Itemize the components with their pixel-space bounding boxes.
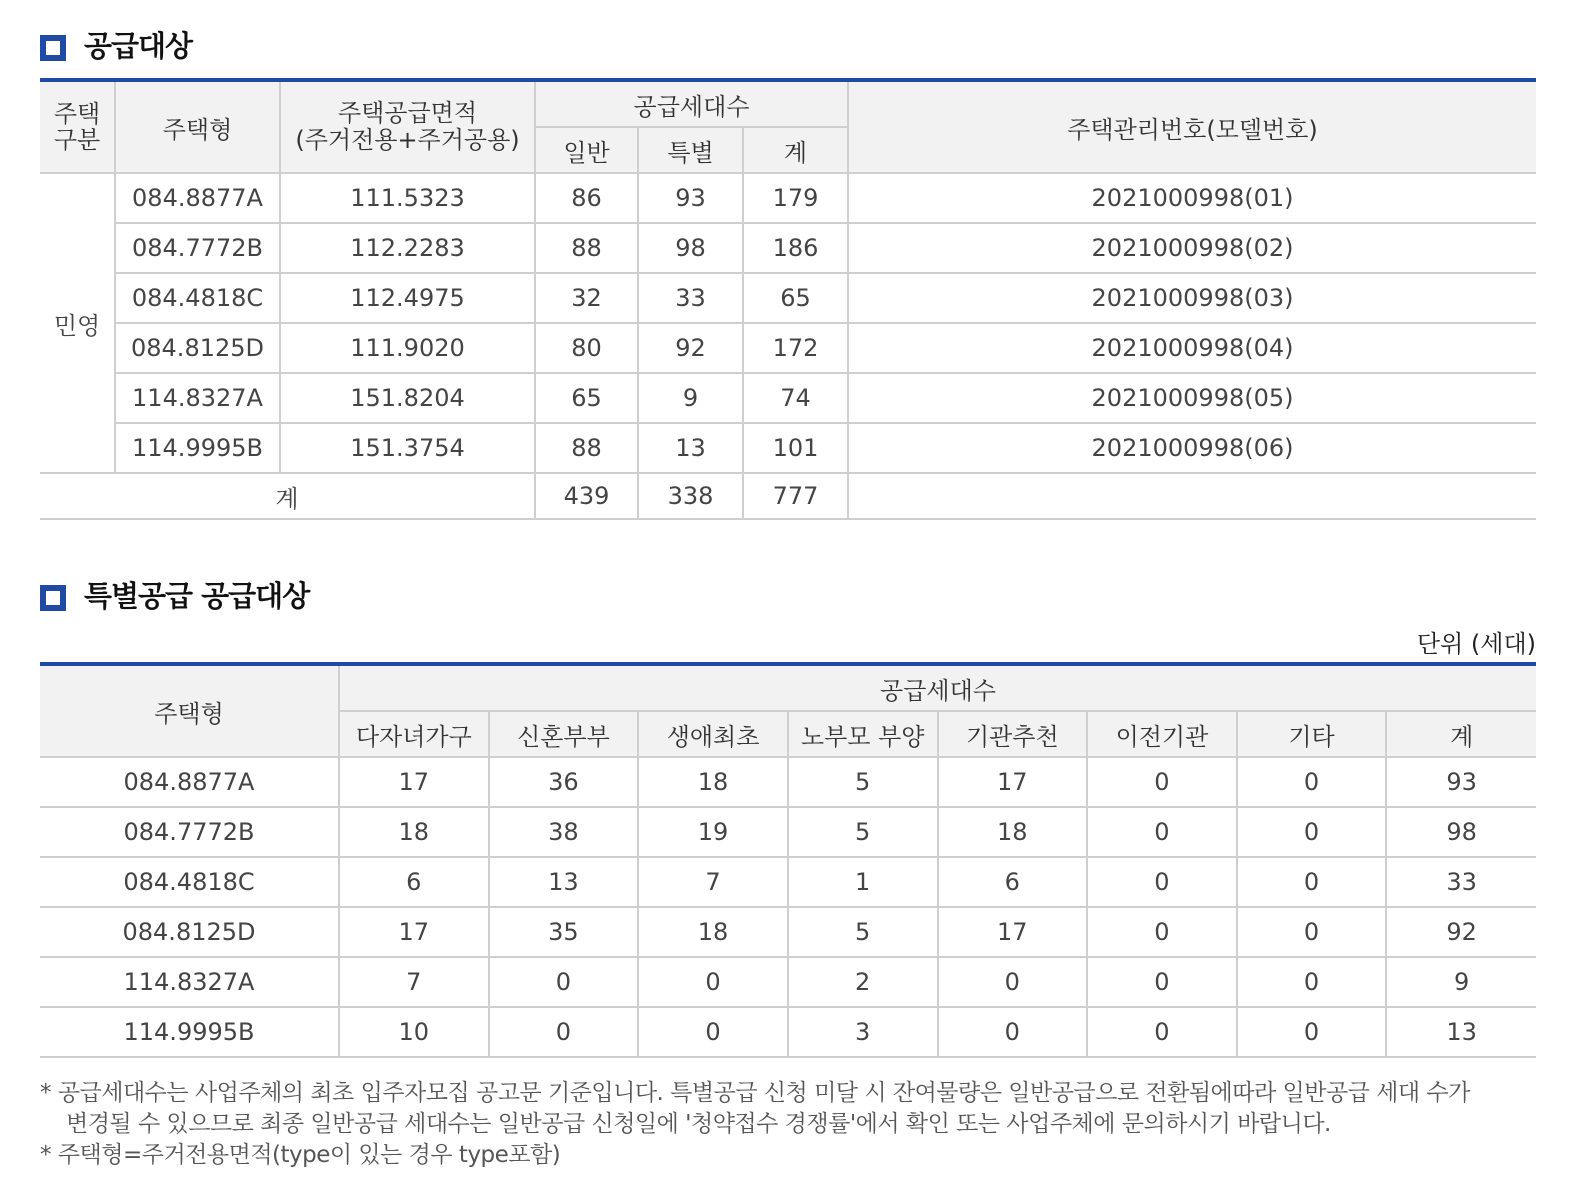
count-cell: 0	[938, 1007, 1088, 1057]
header-total: 계	[743, 127, 848, 173]
header-house-type: 주택형	[40, 664, 339, 757]
table-row	[40, 273, 1536, 323]
header-special-category: 계	[1386, 711, 1536, 757]
count-cell: 18	[938, 807, 1088, 857]
count-cell: 3	[788, 1007, 938, 1057]
total-special-cell: 338	[638, 473, 743, 519]
total-label-cell: 계	[40, 473, 535, 519]
count-cell: 13	[489, 857, 639, 907]
general-count-cell: 80	[535, 323, 638, 373]
count-cell: 6	[339, 857, 489, 907]
house-type-cell: 114.9995B	[40, 1007, 339, 1057]
count-cell: 38	[489, 807, 639, 857]
footnote-line: 변경될 수 있으므로 최종 일반공급 세대수는 일반공급 신청일에 '청약접수 경쟁률'에서 확인 또는 사업주체에 문의하시기 바랍니다.	[66, 1111, 1331, 1137]
supply-area-cell: 112.2283	[280, 223, 535, 273]
table-row	[40, 807, 1536, 857]
general-count-cell: 88	[535, 423, 638, 473]
count-cell: 0	[1237, 907, 1387, 957]
supply-area-cell: 112.4975	[280, 273, 535, 323]
supply-area-cell: 111.9020	[280, 323, 535, 373]
header-special-category: 생애최초	[638, 711, 788, 757]
house-type-cell: 084.8125D	[40, 907, 339, 957]
count-cell: 17	[339, 757, 489, 807]
count-cell: 7	[638, 857, 788, 907]
header-special-category: 다자녀가구	[339, 711, 489, 757]
house-type-cell: 114.8327A	[40, 957, 339, 1007]
header-special-category: 신혼부부	[489, 711, 639, 757]
unit-label: 단위 (세대)	[1416, 630, 1536, 658]
house-type-cell: 084.4818C	[115, 273, 280, 323]
count-cell: 0	[1087, 757, 1237, 807]
count-cell: 0	[1087, 807, 1237, 857]
house-type-cell: 084.8125D	[115, 323, 280, 373]
count-cell: 0	[1087, 907, 1237, 957]
count-cell: 2	[788, 957, 938, 1007]
header-supply-area: 주택공급면적 (주거전용+주거공용)	[280, 80, 535, 173]
total-count-cell: 65	[743, 273, 848, 323]
total-general-cell: 439	[535, 473, 638, 519]
count-cell: 93	[1386, 757, 1536, 807]
mgmt-number-cell: 2021000998(02)	[848, 223, 1536, 273]
header-general: 일반	[535, 127, 638, 173]
table-row	[40, 957, 1536, 1007]
footnote-line: * 주택형=주거전용면적(type이 있는 경우 type포함)	[40, 1142, 561, 1168]
table-row	[40, 173, 1536, 223]
table-row	[40, 1007, 1536, 1057]
mgmt-number-cell: 2021000998(06)	[848, 423, 1536, 473]
house-type-cell: 114.9995B	[115, 423, 280, 473]
count-cell: 18	[638, 907, 788, 957]
count-cell: 13	[1386, 1007, 1536, 1057]
house-type-cell: 084.8877A	[40, 757, 339, 807]
general-count-cell: 65	[535, 373, 638, 423]
count-cell: 5	[788, 907, 938, 957]
header-supply-count: 공급세대수	[339, 664, 1536, 711]
total-total-cell: 777	[743, 473, 848, 519]
count-cell: 92	[1386, 907, 1536, 957]
header-special-category: 기관추천	[938, 711, 1088, 757]
header-supply-count: 공급세대수	[535, 80, 848, 127]
total-empty-cell	[848, 473, 1536, 519]
supply-table	[40, 78, 1536, 520]
total-count-cell: 101	[743, 423, 848, 473]
count-cell: 0	[489, 1007, 639, 1057]
count-cell: 0	[1087, 1007, 1237, 1057]
house-class-cell: 민영	[40, 173, 115, 473]
count-cell: 33	[1386, 857, 1536, 907]
total-row	[40, 473, 1536, 519]
special-count-cell: 9	[638, 373, 743, 423]
header-special-category: 기타	[1237, 711, 1387, 757]
count-cell: 36	[489, 757, 639, 807]
total-count-cell: 74	[743, 373, 848, 423]
header-mgmt-number: 주택관리번호(모델번호)	[848, 80, 1536, 173]
total-count-cell: 172	[743, 323, 848, 373]
count-cell: 0	[938, 957, 1088, 1007]
header-special-category: 이전기관	[1087, 711, 1237, 757]
supply-area-cell: 111.5323	[280, 173, 535, 223]
count-cell: 5	[788, 757, 938, 807]
header-house-type: 주택형	[115, 80, 280, 173]
mgmt-number-cell: 2021000998(01)	[848, 173, 1536, 223]
section-title-supply: 공급대상	[40, 24, 192, 65]
mgmt-number-cell: 2021000998(03)	[848, 273, 1536, 323]
mgmt-number-cell: 2021000998(04)	[848, 323, 1536, 373]
count-cell: 18	[339, 807, 489, 857]
header-special: 특별	[638, 127, 743, 173]
general-count-cell: 86	[535, 173, 638, 223]
count-cell: 0	[1087, 957, 1237, 1007]
table-row	[40, 323, 1536, 373]
house-type-cell: 084.8877A	[115, 173, 280, 223]
special-supply-table	[40, 662, 1536, 1058]
count-cell: 35	[489, 907, 639, 957]
count-cell: 98	[1386, 807, 1536, 857]
table-row	[40, 907, 1536, 957]
count-cell: 7	[339, 957, 489, 1007]
count-cell: 0	[638, 1007, 788, 1057]
table-row	[40, 757, 1536, 807]
table-row	[40, 223, 1536, 273]
count-cell: 0	[1237, 757, 1387, 807]
special-count-cell: 98	[638, 223, 743, 273]
house-type-cell: 084.4818C	[40, 857, 339, 907]
total-count-cell: 179	[743, 173, 848, 223]
supply-area-cell: 151.8204	[280, 373, 535, 423]
house-type-cell: 114.8327A	[115, 373, 280, 423]
general-count-cell: 32	[535, 273, 638, 323]
count-cell: 5	[788, 807, 938, 857]
count-cell: 0	[1237, 957, 1387, 1007]
count-cell: 18	[638, 757, 788, 807]
mgmt-number-cell: 2021000998(05)	[848, 373, 1536, 423]
table-row	[40, 423, 1536, 473]
section-title-special-supply: 특별공급 공급대상	[40, 574, 309, 615]
count-cell: 0	[1237, 1007, 1387, 1057]
header-house-class: 주택 구분	[40, 80, 115, 173]
square-bullet-icon	[40, 35, 66, 61]
table-row	[40, 373, 1536, 423]
count-cell: 1	[788, 857, 938, 907]
count-cell: 17	[339, 907, 489, 957]
count-cell: 0	[638, 957, 788, 1007]
house-type-cell: 084.7772B	[115, 223, 280, 273]
square-bullet-icon	[40, 585, 66, 611]
table-row	[40, 857, 1536, 907]
count-cell: 17	[938, 757, 1088, 807]
count-cell: 10	[339, 1007, 489, 1057]
count-cell: 0	[1237, 807, 1387, 857]
header-special-category: 노부모 부양	[788, 711, 938, 757]
general-count-cell: 88	[535, 223, 638, 273]
count-cell: 6	[938, 857, 1088, 907]
footnotes	[40, 1078, 1536, 1171]
count-cell: 17	[938, 907, 1088, 957]
special-count-cell: 33	[638, 273, 743, 323]
supply-area-cell: 151.3754	[280, 423, 535, 473]
special-count-cell: 13	[638, 423, 743, 473]
count-cell: 9	[1386, 957, 1536, 1007]
count-cell: 0	[489, 957, 639, 1007]
special-count-cell: 92	[638, 323, 743, 373]
count-cell: 0	[1087, 857, 1237, 907]
special-count-cell: 93	[638, 173, 743, 223]
footnote-line: * 공급세대수는 사업주체의 최초 입주자모집 공고문 기준입니다. 특별공급 신청 미달 시 잔여물량은 일반공급으로 전환됨에따라 일반공급 세대 수가	[40, 1080, 1470, 1106]
house-type-cell: 084.7772B	[40, 807, 339, 857]
count-cell: 0	[1237, 857, 1387, 907]
count-cell: 19	[638, 807, 788, 857]
total-count-cell: 186	[743, 223, 848, 273]
